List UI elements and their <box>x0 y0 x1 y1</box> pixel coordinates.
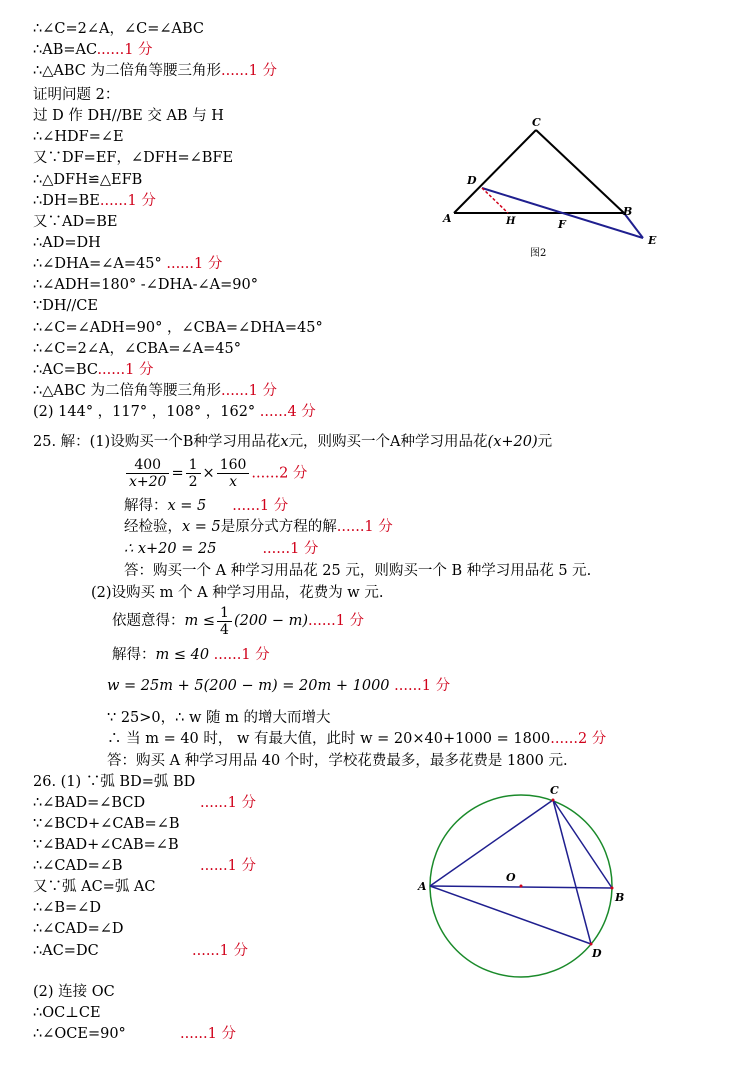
label-a: A <box>443 212 452 225</box>
proof-line: ∴AD=DH <box>33 235 101 251</box>
segment-cb <box>536 130 624 213</box>
q25-answer-1: 答：购买一个 A 种学习用品花 25 元，则购买一个 B 种学习用品花 5 元. <box>124 563 592 579</box>
proof-line: 又∵弧 AC=弧 AC <box>33 879 156 895</box>
label-b: B <box>615 891 625 904</box>
q25-w-equation: w = 25m + 5(200 − m) = 20m + 1000 ......1 分 <box>107 678 451 694</box>
proof-line: 又∵DF=EF，∠DFH=∠BFE <box>33 150 234 166</box>
q25-since: ∵ 25>0，∴ w 随 m 的增大而增大 <box>107 710 331 726</box>
proof-line: ∴AC=BC......1 分 <box>33 362 154 378</box>
q25-setup: 25. 解：(1)设购买一个B种学习用品花x元，则购买一个A种学习用品花(x+20)元 <box>33 434 553 450</box>
point-c <box>552 799 555 802</box>
proof-line: ∵∠BCD+∠CAB=∠B <box>33 816 180 832</box>
q25-check: 经检验，x = 5是原分式方程的解......1 分 <box>124 519 393 535</box>
proof-line: ∴AC=DC ......1 分 <box>33 943 248 959</box>
proof-line: 26. (1) ∵弧 BD=弧 BD <box>33 774 196 790</box>
proof-heading: 证明问题 2： <box>33 87 120 103</box>
proof-line: ∴∠ADH=180° -∠DHA-∠A=90° <box>33 277 258 293</box>
fraction: $\frac{400}{x+20}$ <box>126 457 169 490</box>
fraction: $\frac{1}{2}$ <box>186 457 201 490</box>
proof-line: ∴∠BAD=∠BCD ......1 分 <box>33 795 256 811</box>
proof-line: ∴OC⊥CE <box>33 1005 101 1021</box>
chord-ac <box>430 800 553 886</box>
figure-caption: 图2 <box>530 248 547 259</box>
point-o <box>520 885 523 888</box>
proof-line: ∴∠OCE=90° ......1 分 <box>33 1026 236 1042</box>
q25-when: ∴ 当 m = 40 时， w 有最大值，此时 w = 20×40+1000 = 1800......2 分 <box>107 731 607 747</box>
proof-line: 又∵AD=BE <box>33 214 118 230</box>
label-d: D <box>467 174 477 187</box>
label-h: H <box>506 216 516 227</box>
q25-solve-2: 解得：m ≤ 40 ......1 分 <box>112 647 270 663</box>
proof-line: ∵∠BAD+∠CAB=∠B <box>33 837 179 853</box>
proof-line: (2) 连接 OC <box>33 984 115 1000</box>
q25-solve: 解得：x = 5 ......1 分 <box>124 498 289 514</box>
q25-so: ∴ x+20 = 25 ......1 分 <box>124 541 319 557</box>
proof-line: ∴△ABC 为二倍角等腰三角形......1 分 <box>33 383 277 399</box>
label-o: O <box>506 871 516 884</box>
chord-cb <box>553 800 612 888</box>
proof-line: ∴△DFH≌△EFB <box>33 172 143 188</box>
proof-line: ∴∠DHA=∠A=45° ......1 分 <box>33 256 223 272</box>
proof-line: ∴∠B=∠D <box>33 900 101 916</box>
proof-line: ∴∠HDF=∠E <box>33 129 124 145</box>
proof-line: (2) 144° ，117° ，108° ，162° ......4 分 <box>33 404 316 420</box>
q25-answer-2: 答：购买 A 种学习用品 40 个时，学校花费最多，最多花费是 1800 元. <box>107 753 568 769</box>
proof-line: 过 D 作 DH//BE 交 AB 与 H <box>33 108 224 124</box>
fraction: $\frac{160}{x}$ <box>217 457 250 490</box>
proof-line: ∴∠C=2∠A，∠CBA=∠A=45° <box>33 341 241 357</box>
q25-part-2: (2)设购买 m 个 A 种学习用品，花费为 w 元. <box>91 585 384 601</box>
label-f: F <box>558 218 566 231</box>
circle-figure <box>412 780 632 980</box>
proof-line: ∴△ABC 为二倍角等腰三角形......1 分 <box>33 63 277 79</box>
proof-line: ∵DH//CE <box>33 298 98 314</box>
proof-line: ∴∠CAD=∠B ......1 分 <box>33 858 256 874</box>
label-a: A <box>418 880 427 893</box>
proof-line: ∴DH=BE......1 分 <box>33 193 156 209</box>
label-c: C <box>532 116 541 129</box>
label-b: B <box>623 205 633 218</box>
proof-line: ∴∠C=2∠A，∠C=∠ABC <box>33 21 204 37</box>
point-d <box>590 943 593 946</box>
triangle-figure <box>430 112 680 272</box>
q25-inequality: 依题意得：m ≤ $\frac{1}{4}$ (200 − m)......1 分 <box>112 604 365 638</box>
q25-equation: $\frac{400}{x+20}$ = $\frac{1}{2}$ × $\frac{160}{x}$ ......2 分 <box>124 457 307 490</box>
label-c: C <box>550 784 559 797</box>
point-b <box>611 887 614 890</box>
proof-line: ∴∠CAD=∠D <box>33 921 124 937</box>
fraction: $\frac{1}{4}$ <box>217 605 232 638</box>
label-e: E <box>648 234 657 247</box>
proof-line: ∴AB=AC......1 分 <box>33 42 153 58</box>
chord-ad <box>430 886 591 944</box>
proof-line: ∴∠C=∠ADH=90° ，∠CBA=∠DHA=45° <box>33 320 323 336</box>
label-d: D <box>592 947 602 960</box>
